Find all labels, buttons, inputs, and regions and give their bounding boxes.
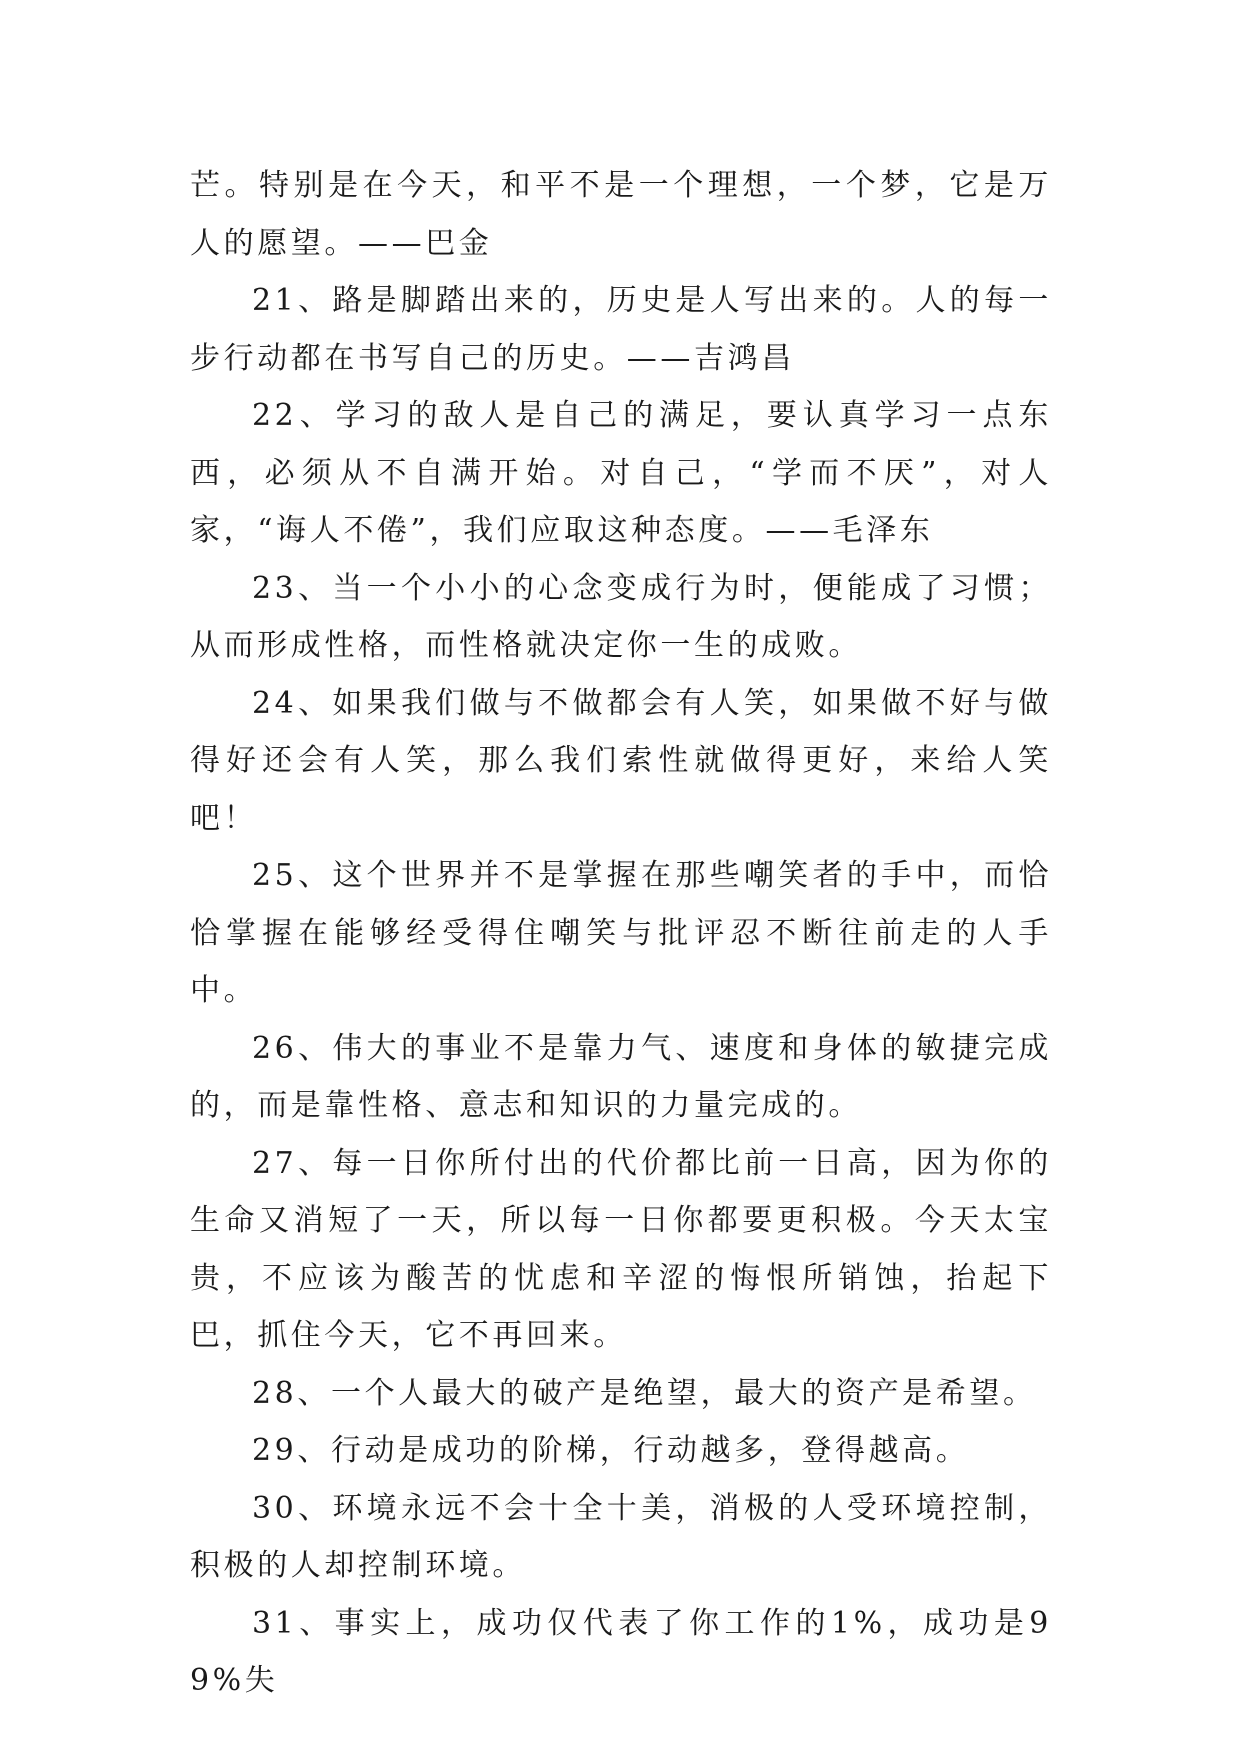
quote-paragraph-29: 29、行动是成功的阶梯，行动越多，登得越高。	[252, 1433, 970, 1468]
quote-paragraph-27: 27、每一日你所付出的代价都比前一日高，因为你的生命又消短了一天，所以每一日你都要更积极。今天太宝贵，不应该为酸苦的忧虑和辛涩的悔恨所销蚀，抬起下巴，抓住今天，它不再回来。	[190, 1145, 1052, 1353]
quote-paragraph-25: 25、这个世界并不是掌握在那些嘲笑者的手中，而恰恰掌握在能够经受得住嘲笑与批评忍不断往前走的人手中。	[190, 858, 1052, 1008]
quote-paragraph-28: 28、一个人最大的破产是绝望，最大的资产是希望。	[252, 1375, 1037, 1411]
quote-paragraph-23: 23、当一个小小的心念变成行为时，便能成了习惯；从而形成性格，而性格就决定你一生的成败。	[190, 570, 1052, 663]
quote-paragraph-31: 31、事实上，成功仅代表了你工作的1%，成功是99%失	[190, 1605, 1052, 1698]
document-body	[190, 157, 1052, 1710]
quote-paragraph-30: 30、环境永远不会十全十美，消极的人受环境控制，积极的人却控制环境。	[190, 1490, 1052, 1583]
quote-paragraph-24: 24、如果我们做与不做都会有人笑，如果做不好与做得好还会有人笑，那么我们索性就做得更好，来给人笑吧！	[190, 685, 1052, 836]
quote-paragraph-21: 21、路是脚踏出来的，历史是人写出来的。人的每一步行动都在书写自己的历史。——吉鸿昌	[190, 283, 1052, 376]
quote-paragraph-22: 22、学习的敌人是自己的满足，要认真学习一点东西，必须从不自满开始。对自己，“学而不厌”，对人家，“诲人不倦”，我们应取这种态度。——毛泽东	[190, 398, 1052, 548]
quote-paragraph-26: 26、伟大的事业不是靠力气、速度和身体的敏捷完成的，而是靠性格、意志和知识的力量完成的。	[190, 1030, 1052, 1123]
quote-paragraph-20-continued: 芒。特别是在今天，和平不是一个理想，一个梦，它是万人的愿望。——巴金	[190, 168, 1052, 261]
